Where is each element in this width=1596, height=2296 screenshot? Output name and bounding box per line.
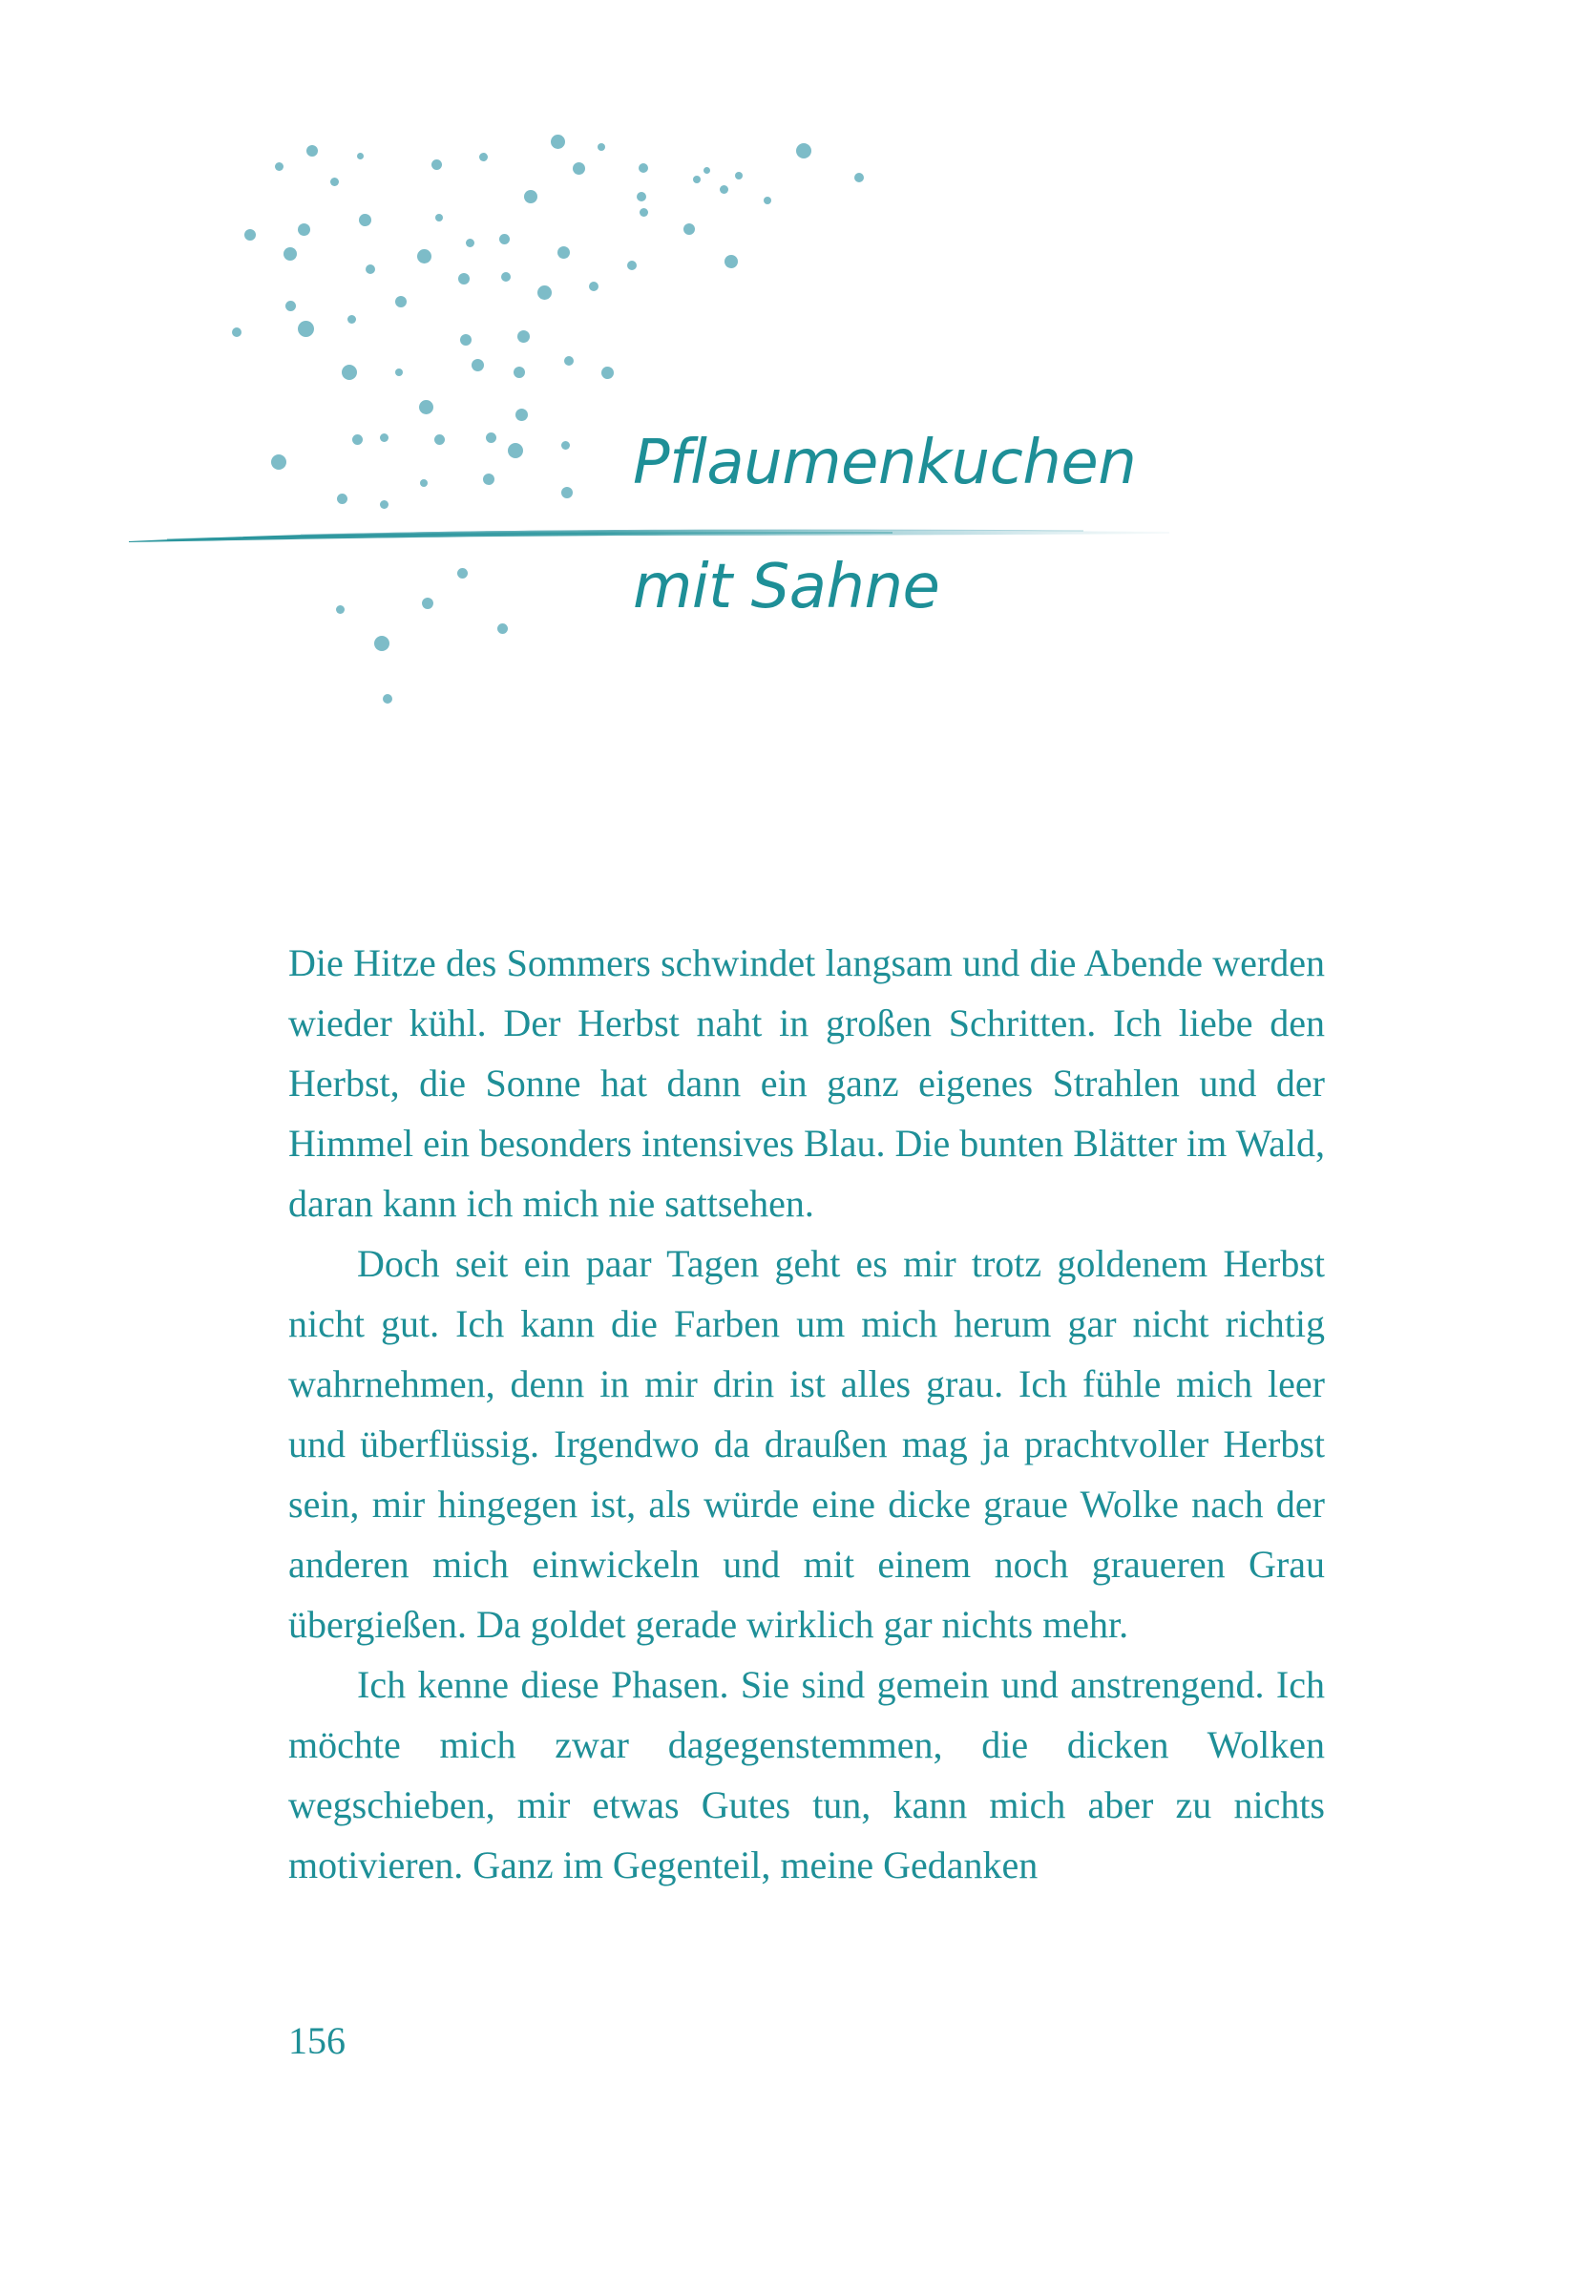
decorative-dot <box>457 568 468 579</box>
decorative-dot <box>374 636 389 651</box>
chapter-title-line-2: mit Sahne <box>633 552 940 622</box>
decorative-dot <box>336 605 345 614</box>
decorative-dot <box>517 330 530 343</box>
decorative-dot <box>298 223 310 236</box>
dot-decoration <box>0 0 1596 764</box>
decorative-dot <box>232 327 242 337</box>
decorative-dot <box>383 694 392 704</box>
decorative-dot <box>380 500 388 509</box>
body-text <box>288 933 1325 1895</box>
decorative-dot <box>854 173 864 182</box>
decorative-dot <box>508 443 523 458</box>
decorative-dot <box>537 285 552 300</box>
decorative-dot <box>472 359 484 371</box>
decorative-dot <box>573 162 585 175</box>
decorative-dot <box>271 454 286 470</box>
page-number: 156 <box>288 2019 346 2062</box>
chapter-title-line-1: Pflaumenkuchen <box>633 428 1137 498</box>
decorative-dot <box>342 365 357 380</box>
decorative-dot <box>458 273 470 284</box>
decorative-dot <box>306 145 318 157</box>
decorative-dot <box>598 143 605 151</box>
decorative-dot <box>601 367 614 379</box>
decorative-dot <box>639 163 648 173</box>
brush-stroke-divider <box>129 523 1169 544</box>
decorative-dot <box>735 172 743 179</box>
decorative-dot <box>479 153 488 161</box>
decorative-dot <box>422 598 433 609</box>
decorative-dot <box>497 623 508 634</box>
decorative-dot <box>764 197 771 204</box>
decorative-dot <box>420 479 428 487</box>
decorative-dot <box>499 234 510 244</box>
decorative-dot <box>720 185 728 194</box>
decorative-dot <box>285 301 296 311</box>
decorative-dot <box>683 223 695 235</box>
decorative-dot <box>640 208 648 217</box>
decorative-dot <box>395 296 407 307</box>
decorative-dot <box>524 190 537 203</box>
paragraph-1: Die Hitze des Sommers schwindet langsam und die Abende werden wieder kühl. Der Herbst naht in großen Schritten. Ich liebe den Herbst, die Sonne hat dann ein ganz eigenes Strahlen und der Himmel ein besonders intensives Blau. Die bunten Blätter im Wald, daran kann ich mich nie sattsehen. <box>288 941 1325 1225</box>
decorative-dot <box>359 214 371 226</box>
decorative-dot <box>627 261 637 270</box>
decorative-dot <box>244 229 256 241</box>
paragraph-3: Ich kenne diese Phasen. Sie sind gemein und anstrengend. Ich möchte mich zwar dagegenstemmen, die dicken Wolken wegschieben, mir etwas Gutes tun, kann mich aber zu nichts motivieren. Ganz im Gegenteil, meine Gedanken <box>288 1663 1325 1886</box>
decorative-dot <box>460 334 472 346</box>
decorative-dot <box>561 487 573 498</box>
decorative-dot <box>637 192 646 201</box>
decorative-dot <box>486 432 496 443</box>
decorative-dot <box>551 135 565 149</box>
decorative-dot <box>431 159 442 170</box>
decorative-dot <box>435 214 443 221</box>
decorative-dot <box>417 249 431 263</box>
decorative-dot <box>483 474 494 485</box>
decorative-dot <box>380 433 388 442</box>
decorative-dot <box>284 247 297 261</box>
decorative-dot <box>395 369 403 376</box>
decorative-dot <box>466 239 474 247</box>
decorative-dot <box>704 167 710 174</box>
decorative-dot <box>724 255 738 268</box>
decorative-dot <box>330 178 339 186</box>
decorative-dot <box>357 153 364 159</box>
decorative-dot <box>557 246 570 259</box>
decorative-dot <box>434 434 445 445</box>
decorative-dot <box>561 441 570 450</box>
decorative-dot <box>275 162 284 171</box>
decorative-dot <box>589 282 598 291</box>
decorative-dot <box>564 356 574 366</box>
decorative-dot <box>501 272 511 282</box>
paragraph-2: Doch seit ein paar Tagen geht es mir trotz goldenem Herbst nicht gut. Ich kann die Farben um mich herum gar nicht richtig wahrnehmen, denn in mir drin ist alles grau. Ich fühle mich leer und überflüssig. Irgendwo da draußen mag ja prachtvoller Herbst sein, mir hingegen ist, als würde eine dicke graue Wolke nach der anderen mich einwickeln und mit einem noch graueren Grau übergießen. Da goldet gerade wirklich gar nichts mehr. <box>288 1242 1325 1646</box>
decorative-dot <box>352 434 363 445</box>
decorative-dot <box>796 143 811 158</box>
decorative-dot <box>515 409 528 421</box>
decorative-dot <box>298 321 314 337</box>
decorative-dot <box>693 176 701 183</box>
decorative-dot <box>419 400 433 414</box>
decorative-dot <box>347 315 356 324</box>
decorative-dot <box>337 494 347 504</box>
decorative-dot <box>514 367 525 378</box>
decorative-dot <box>366 264 375 274</box>
